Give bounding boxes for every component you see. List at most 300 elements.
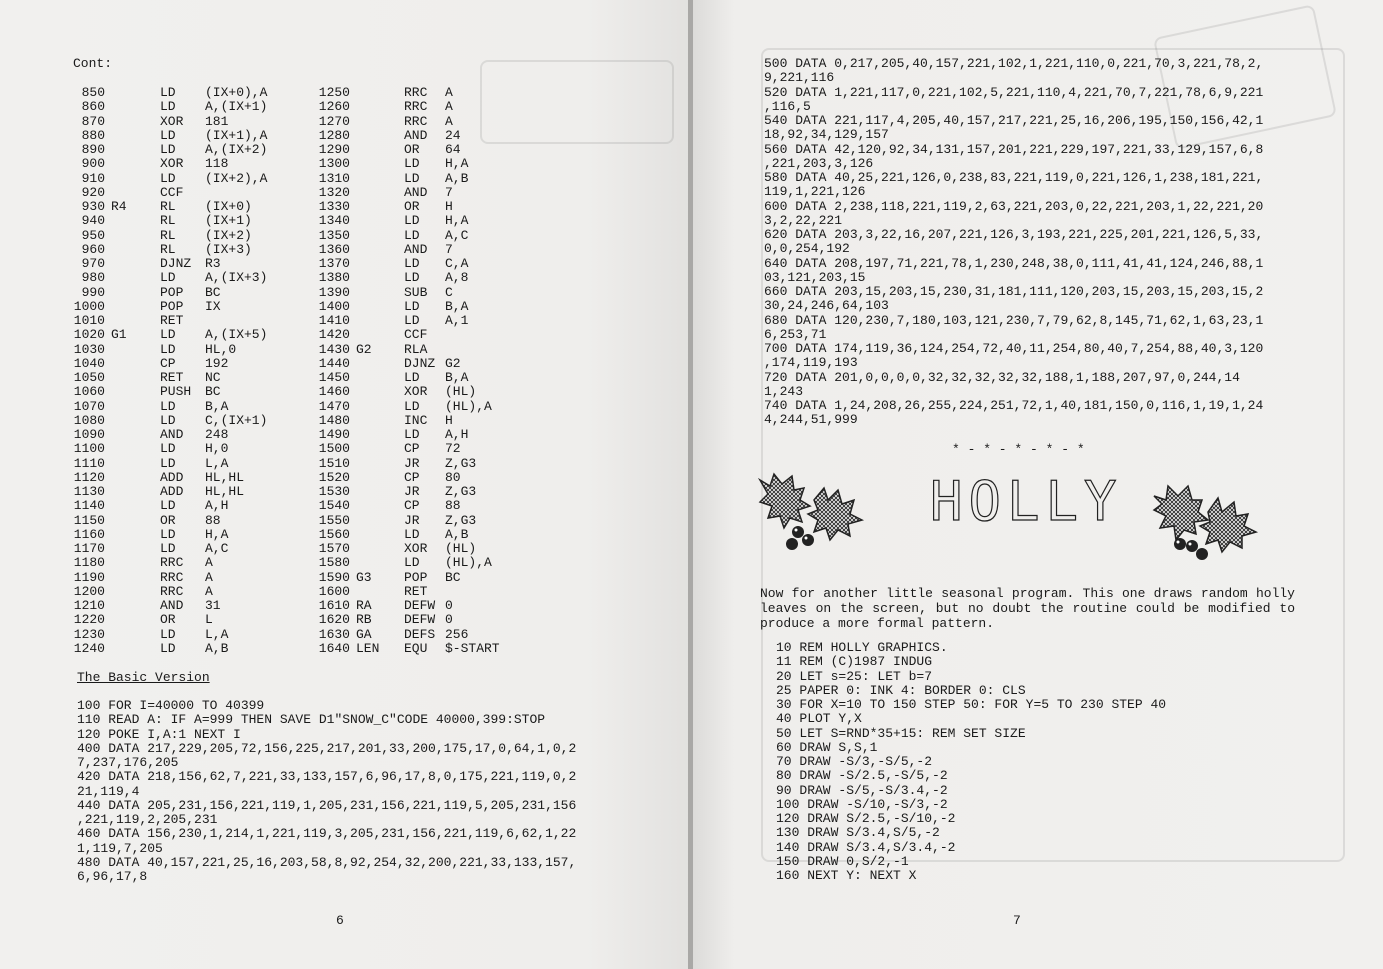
code-line [53, 314, 300, 328]
operand: C,(IX+1) [205, 412, 268, 428]
code-line [308, 428, 540, 442]
operand: 88 [445, 498, 461, 514]
label [356, 300, 404, 314]
code-line: 1,119,7,205 [77, 840, 163, 856]
line-number: 920 [81, 184, 105, 200]
intro-paragraph: Now for another little seasonal program. This one draws random holly leaves on the screen, but no doubt the routine could be modified to produce a more formal pattern. [760, 586, 1295, 631]
line-number: 1440 [318, 355, 350, 371]
code-line: 20 LET s=25: LET b=7 [776, 668, 933, 684]
mnemonic: LD [160, 498, 176, 514]
label [356, 229, 404, 243]
label [356, 514, 404, 528]
line-number: 1460 [318, 384, 350, 400]
label: RB [356, 612, 372, 628]
operand: 24 [445, 127, 461, 143]
label [111, 100, 160, 114]
label [111, 271, 160, 285]
label [111, 585, 160, 599]
code-line: 30 FOR X=10 TO 150 STEP 50: FOR Y=5 TO 230 STEP 40 [776, 697, 1167, 712]
label [111, 400, 160, 414]
line-number: 1130 [73, 484, 105, 499]
code-line [308, 229, 540, 243]
line-number: 1310 [318, 170, 350, 186]
line-number: 1640 [318, 640, 350, 656]
code-line: 620 DATA 203,3,22,16,207,221,126,3,193,221,225,201,221,126,5,33, [764, 227, 1264, 242]
label [111, 186, 160, 200]
mnemonic: CP [160, 355, 176, 371]
label [356, 143, 404, 157]
code-line: 90 DRAW -S/5,-S/3.4,-2 [776, 782, 948, 798]
operand: (HL) [445, 384, 477, 400]
label: LEN [356, 640, 380, 656]
mnemonic: RL [160, 213, 176, 229]
code-line [308, 628, 540, 642]
line-number: 1490 [318, 427, 350, 442]
label [356, 286, 404, 300]
code-line: 9,221,116 [764, 70, 835, 86]
label [111, 143, 160, 157]
line-number: 1070 [73, 398, 105, 414]
line-number: 1150 [73, 512, 105, 528]
line-number: 1040 [73, 355, 105, 371]
label [111, 471, 160, 485]
mnemonic: AND [160, 427, 184, 442]
code-line [53, 100, 300, 114]
mnemonic: LD [160, 170, 176, 186]
operand: A,(IX+5) [205, 327, 268, 343]
line-number: 1230 [73, 626, 105, 642]
line-number: 1200 [73, 583, 105, 599]
line-number: 1100 [73, 441, 105, 457]
line-number: 910 [81, 170, 105, 186]
mnemonic: DEFW [404, 612, 436, 628]
operand: NC [205, 370, 221, 385]
label [111, 343, 160, 357]
mnemonic: POP [160, 284, 184, 300]
code-line [308, 357, 540, 371]
code-line [53, 257, 300, 271]
mnemonic: LD [160, 455, 176, 471]
code-line [308, 129, 540, 143]
mnemonic: RET [160, 313, 184, 328]
line-number: 1530 [318, 484, 350, 499]
line-number: 1250 [318, 85, 350, 100]
code-line [308, 157, 540, 171]
operand: 248 [205, 427, 229, 442]
mnemonic: LD [404, 370, 420, 385]
operand: 0 [445, 598, 453, 613]
label [111, 414, 160, 428]
mnemonic: DJNZ [160, 256, 192, 271]
code-line: 440 DATA 205,231,156,221,119,1,205,231,156,221,119,5,205,231,156 [77, 797, 577, 813]
mnemonic: EQU [404, 640, 428, 656]
mnemonic: LD [160, 412, 176, 428]
label: G2 [356, 341, 372, 357]
mnemonic: LD [160, 398, 176, 414]
operand: BC [205, 284, 221, 300]
mnemonic: LD [160, 142, 176, 157]
label [356, 442, 404, 456]
operand: (HL),A [445, 555, 492, 571]
operand: H,0 [205, 441, 229, 457]
operand: (HL) [445, 541, 477, 556]
operand: (IX+1) [205, 213, 252, 229]
operand: HL,HL [205, 484, 245, 499]
label [356, 385, 404, 399]
label [356, 499, 404, 513]
label: GA [356, 626, 372, 642]
code-line [308, 571, 540, 585]
operand: (IX+1),A [205, 127, 268, 143]
mnemonic: CCF [160, 184, 184, 200]
mnemonic: LD [160, 640, 176, 656]
code-line: 3,2,22,221 [764, 212, 843, 228]
label [356, 471, 404, 485]
code-line [308, 314, 540, 328]
operand: A,B [445, 170, 469, 186]
operand: A [205, 583, 213, 599]
mnemonic: CCF [404, 327, 428, 343]
code-line: 150 DRAW 0,S/2,-1 [776, 853, 909, 869]
code-line: 4,244,51,999 [764, 412, 858, 428]
mnemonic: XOR [404, 541, 428, 556]
code-line: 120 POKE I,A:1 NEXT I [77, 726, 241, 742]
line-number: 1580 [318, 555, 350, 571]
label [356, 400, 404, 414]
code-line [53, 129, 300, 143]
label [356, 157, 404, 171]
code-line [308, 556, 540, 570]
operand: IX [205, 298, 221, 314]
label [356, 86, 404, 100]
label [111, 571, 160, 585]
label [356, 556, 404, 570]
line-number: 940 [81, 213, 105, 229]
label [111, 556, 160, 570]
operand: A,(IX+3) [205, 270, 268, 286]
mnemonic: CP [404, 498, 420, 514]
mnemonic: LD [404, 313, 420, 328]
mnemonic: OR [404, 199, 420, 214]
line-number: 860 [81, 99, 105, 115]
code-line [53, 328, 300, 342]
operand: (IX+2),A [205, 170, 268, 186]
code-line [53, 200, 300, 214]
code-line: 130 DRAW S/3.4,S/5,-2 [776, 825, 940, 841]
code-line: 119,1,221,126 [764, 184, 866, 200]
line-number: 1500 [318, 441, 350, 457]
label [356, 115, 404, 129]
line-number: 1450 [318, 370, 350, 385]
code-line: 660 DATA 203,15,203,15,230,31,181,111,120,203,15,203,15,203,15,2 [764, 284, 1264, 299]
code-line: 25 PAPER 0: INK 4: BORDER 0: CLS [776, 682, 1026, 698]
mnemonic: RL [160, 227, 176, 243]
line-number: 1120 [73, 469, 105, 485]
code-line [308, 328, 540, 342]
code-line: 140 DRAW S/3.4,S/3.4,-2 [776, 839, 956, 855]
line-number: 1540 [318, 498, 350, 514]
line-number: 890 [81, 142, 105, 157]
operand: (IX+2) [205, 227, 252, 243]
line-number: 880 [81, 127, 105, 143]
mnemonic: LD [160, 341, 176, 357]
mnemonic: LD [404, 270, 420, 286]
line-number: 1300 [318, 156, 350, 172]
operand: 118 [205, 156, 229, 172]
code-line [53, 442, 300, 456]
assembly-listing-column-1 [53, 86, 300, 656]
operand [445, 328, 540, 342]
code-line [308, 499, 540, 513]
holly-title: HOLLY [930, 470, 1123, 533]
line-number: 1110 [73, 455, 105, 471]
mnemonic: LD [404, 256, 420, 271]
code-line [53, 585, 300, 599]
code-line: 120 DRAW S/2.5,-S/10,-2 [776, 811, 956, 826]
label [356, 186, 404, 200]
label [111, 300, 160, 314]
mnemonic: RRC [404, 113, 428, 129]
operand: A,B [445, 526, 469, 542]
code-line: 160 NEXT Y: NEXT X [776, 868, 917, 883]
operand: A,H [445, 427, 469, 442]
code-line: 21,119,4 [77, 783, 140, 799]
label [356, 457, 404, 471]
code-line: 50 LET S=RND*35+15: REM SET SIZE [776, 725, 1026, 741]
label: G3 [356, 569, 372, 585]
code-line [308, 442, 540, 456]
line-number: 1000 [73, 298, 105, 314]
operand: 31 [205, 598, 221, 613]
line-number: 1220 [73, 612, 105, 628]
continued-label: Cont: [73, 56, 113, 71]
label [111, 286, 160, 300]
mnemonic: DEFS [404, 626, 436, 642]
code-line [308, 457, 540, 471]
code-line [308, 286, 540, 300]
mnemonic: JR [404, 484, 420, 499]
operand: A,1 [445, 313, 469, 328]
line-number: 1270 [318, 113, 350, 129]
mnemonic: RRC [160, 569, 184, 585]
operand: (HL),A [445, 398, 492, 414]
line-number: 1330 [318, 199, 350, 214]
code-line [53, 286, 300, 300]
code-line [53, 172, 300, 186]
line-number: 1550 [318, 512, 350, 528]
label [111, 613, 160, 627]
line-number: 960 [81, 241, 105, 257]
mnemonic: ADD [160, 484, 184, 499]
operand: (IX+0) [205, 199, 252, 214]
label [356, 271, 404, 285]
code-line [308, 257, 540, 271]
label [111, 129, 160, 143]
line-number: 1520 [318, 469, 350, 485]
mnemonic: ADD [160, 469, 184, 485]
code-line [53, 400, 300, 414]
mnemonic: LD [160, 526, 176, 542]
line-number: 1380 [318, 270, 350, 286]
operand: H,A [445, 156, 469, 172]
operand: H,A [205, 526, 229, 542]
code-line [308, 243, 540, 257]
label [111, 229, 160, 243]
code-line [53, 485, 300, 499]
label [111, 457, 160, 471]
operand: 192 [205, 355, 229, 371]
mnemonic: LD [404, 213, 420, 229]
code-line: 0,0,254,192 [764, 241, 850, 257]
label [111, 157, 160, 171]
operand: A,C [205, 541, 229, 556]
line-number: 1470 [318, 398, 350, 414]
operand: 72 [445, 441, 461, 457]
code-line: 600 DATA 2,238,118,221,119,2,63,221,203,0,22,221,203,1,22,221,20 [764, 198, 1264, 214]
line-number: 1030 [73, 341, 105, 357]
label [356, 585, 404, 599]
line-number: 1620 [318, 612, 350, 628]
line-number: 930 [81, 199, 105, 214]
operand: BC [445, 569, 461, 585]
line-number: 1210 [73, 598, 105, 613]
operand: B,A [445, 298, 469, 314]
line-number: 970 [81, 256, 105, 271]
label [111, 214, 160, 228]
operand: Z,G3 [445, 455, 477, 471]
label [111, 257, 160, 271]
mnemonic: AND [404, 241, 428, 257]
label [111, 628, 160, 642]
mnemonic: OR [404, 142, 420, 157]
line-number: 980 [81, 270, 105, 286]
mnemonic: RRC [160, 555, 184, 571]
label [111, 428, 160, 442]
operand: A [205, 569, 213, 585]
mnemonic: LD [404, 526, 420, 542]
code-line [53, 115, 300, 129]
operand: (IX+0),A [205, 85, 268, 100]
line-number: 1400 [318, 298, 350, 314]
code-line: 03,121,203,15 [764, 269, 866, 285]
code-line [53, 471, 300, 485]
code-line: 100 FOR I=40000 TO 40399 [77, 698, 265, 713]
operand [445, 585, 540, 599]
code-line [53, 143, 300, 157]
label [111, 86, 160, 100]
label: G1 [111, 327, 127, 343]
operand: Z,G3 [445, 484, 477, 499]
label [111, 357, 160, 371]
operand: HL,HL [205, 469, 245, 485]
data-listing [764, 57, 1304, 428]
operand: B,A [445, 370, 469, 385]
code-line [53, 229, 300, 243]
line-number: 1570 [318, 541, 350, 556]
code-line: 720 DATA 201,0,0,0,0,32,32,32,32,32,188,1,188,207,97,0,244,14 [764, 369, 1240, 385]
code-line [53, 542, 300, 556]
operand: L,A [205, 626, 229, 642]
code-line [53, 86, 300, 100]
operand: 181 [205, 113, 229, 129]
code-line [53, 271, 300, 285]
code-line: ,174,119,193 [764, 355, 858, 371]
code-line: ,221,119,2,205,231 [77, 812, 218, 827]
code-line: 7,237,176,205 [77, 755, 179, 770]
operand: 64 [445, 142, 461, 157]
operand: C [445, 284, 453, 300]
code-line: 680 DATA 120,230,7,180,103,121,230,7,79,62,8,145,71,62,1,63,23,1 [764, 312, 1264, 328]
label [356, 414, 404, 428]
line-number: 1560 [318, 526, 350, 542]
line-number: 1430 [318, 341, 350, 357]
mnemonic: AND [160, 598, 184, 613]
code-line [53, 613, 300, 627]
code-line: 740 DATA 1,24,208,26,255,224,251,72,1,40,181,150,0,116,1,19,1,24 [764, 398, 1264, 413]
operand: H [445, 412, 453, 428]
line-number: 1180 [73, 555, 105, 571]
operand: G2 [445, 355, 461, 371]
line-number: 1050 [73, 370, 105, 385]
code-line [308, 186, 540, 200]
mnemonic: CP [404, 441, 420, 457]
mnemonic: POP [160, 298, 184, 314]
mnemonic: RL [160, 241, 176, 257]
label [111, 542, 160, 556]
label [356, 542, 404, 556]
line-number: 1140 [73, 498, 105, 514]
code-line: 500 DATA 0,217,205,40,157,221,102,1,221,110,0,221,70,3,221,78,2, [764, 56, 1264, 71]
label [111, 172, 160, 186]
code-line [308, 599, 540, 613]
mnemonic: XOR [160, 113, 184, 129]
mnemonic: LD [404, 555, 420, 571]
code-line [308, 471, 540, 485]
mnemonic: LD [160, 541, 176, 556]
mnemonic: LD [160, 626, 176, 642]
mnemonic: LD [404, 156, 420, 172]
label [356, 257, 404, 271]
line-number: 1090 [73, 427, 105, 442]
label [356, 428, 404, 442]
code-line [308, 542, 540, 556]
mnemonic: JR [404, 512, 420, 528]
mnemonic: LD [404, 227, 420, 243]
operand: $-START [445, 640, 500, 656]
code-line: 580 DATA 40,25,221,126,0,238,83,221,119,0,221,126,1,238,181,221, [764, 170, 1264, 185]
code-line [308, 143, 540, 157]
label [356, 357, 404, 371]
code-line [53, 343, 300, 357]
operand [445, 343, 540, 357]
mnemonic: OR [160, 612, 176, 628]
label [111, 442, 160, 456]
operand: Z,G3 [445, 512, 477, 528]
mnemonic: LD [160, 327, 176, 343]
operand: HL,0 [205, 341, 237, 357]
line-number: 1480 [318, 412, 350, 428]
decorative-stars: * - * - * - * - * [952, 442, 1085, 457]
code-line: 100 DRAW -S/10,-S/3,-2 [776, 796, 948, 812]
line-number: 950 [81, 227, 105, 243]
line-number: 1370 [318, 256, 350, 271]
operand: A,H [205, 498, 229, 514]
code-line [53, 528, 300, 542]
code-line: 18,92,34,129,157 [764, 127, 889, 143]
label [111, 499, 160, 513]
mnemonic: XOR [404, 384, 428, 400]
mnemonic: XOR [160, 156, 184, 172]
